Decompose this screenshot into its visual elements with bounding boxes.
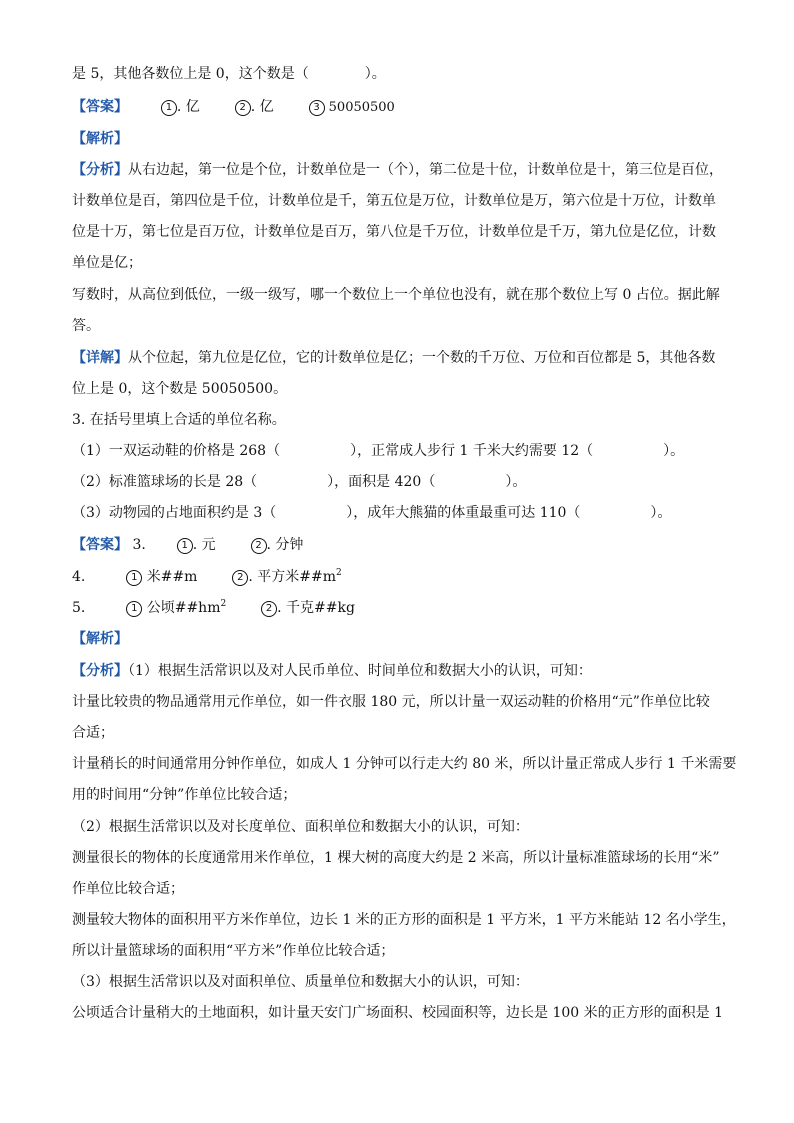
analysis-tag: 【解析】 — [72, 631, 128, 647]
q2-stem-tail: 是 5，其他各数位上是 0，这个数是（ ）。 — [72, 66, 386, 82]
circled-number-2: 2 — [261, 601, 277, 617]
q3-fenxi-line: 合适； — [72, 725, 114, 741]
q3-fenxi-line: （3）根据生活常识以及对面积单位、质量单位和数据大小的认识，可知： — [72, 974, 529, 990]
q3-fenxi-line: 作单位比较合适； — [72, 881, 184, 897]
q2-fenxi-line: 计数单位是百，第四位是千位，计数单位是千，第五位是万位，计数单位是万，第六位是十万位，计数单 — [72, 193, 716, 209]
q3-fenxi-line: 公顷适合计量稍大的土地面积，如计量天安门广场面积、校园面积等，边长是 100 米的正方形的面积是 1 — [72, 1005, 723, 1021]
circled-number-1: 1 — [126, 601, 142, 617]
answer-tag: 【答案】 — [72, 99, 128, 115]
q3-fenxi-line: 计量比较贵的物品通常用元作单位，如一件衣服 180 元，所以计量一双运动鞋的价格用“元”作单位比较 — [72, 694, 710, 710]
q3-fenxi-line: 用的时间用“分钟”作单位比较合适； — [72, 787, 297, 803]
xiangjie-tag: 【详解】 — [72, 350, 128, 366]
circled-number-2: 2 — [251, 538, 267, 554]
q3-fenxi-line: （2）根据生活常识以及对长度单位、面积单位和数据大小的认识，可知： — [72, 819, 529, 835]
answer-text: . 亿 — [176, 99, 200, 115]
q3-item: （1）一双运动鞋的价格是 268（ ），正常成人步行 1 千米大约需要 12（ ）。 — [72, 443, 685, 459]
circled-number-1: 1 — [126, 570, 142, 586]
circled-number-1: 1 — [161, 100, 177, 116]
circled-number-2: 2 — [235, 100, 251, 116]
answer-text: 50050500 — [324, 100, 395, 115]
superscript: 2 — [220, 599, 227, 609]
q2-xiangjie-line: 位上是 0，这个数是 50050500。 — [72, 381, 288, 397]
q3-fenxi-line: 测量很长的物体的长度通常用米作单位，1 棵大树的高度大约是 2 米高，所以计量标准篮球场的长用“米” — [72, 850, 720, 866]
q3-item: （3）动物园的占地面积约是 3（ ），成年大熊猫的体重最重可达 110（ ）。 — [72, 505, 672, 521]
q2-fenxi-line: 写数时，从高位到低位，一级一级写，哪一个数位上一个单位也没有，就在那个数位上写 0 占位。据此解 — [72, 287, 720, 303]
answer-tag: 【答案】 — [72, 537, 128, 553]
superscript: 2 — [336, 568, 342, 578]
answer-text: . 亿 — [250, 99, 274, 115]
q3-title: 3. 在括号里填上合适的单位名称。 — [72, 412, 286, 428]
q2-answer-line — [72, 97, 395, 118]
q3-fenxi-line: 测量较大物体的面积用平方米作单位，边长 1 米的正方形的面积是 1 平方米，1 平方米能站 12 名小学生， — [72, 912, 736, 928]
circled-number-1: 1 — [177, 538, 193, 554]
q2-fenxi-line: 位是十万，第七位是百万位，计数单位是百万，第八位是千万位，计数单位是千万，第九位是亿位，计数 — [72, 224, 716, 240]
q2-xiangjie-line: 【详解】从个位起，第九位是亿位，它的计数单位是亿；一个数的千万位、万位和百位都是 5，其他各数 — [72, 350, 716, 366]
q2-fenxi-line: 【分析】从右边起，第一位是个位，计数单位是一（个），第二位是十位，计数单位是十，第三位是百位， — [72, 162, 723, 178]
q3-fenxi-line: 所以计量篮球场的面积用“平方米”作单位比较合适； — [72, 943, 395, 959]
q3-item: （2）标准篮球场的长是 28（ ），面积是 420（ ）。 — [72, 474, 527, 490]
q3-fenxi-line: 【分析】（1）根据生活常识以及对人民币单位、时间单位和数据大小的认识，可知： — [72, 663, 592, 679]
q2-fenxi-line: 答。 — [72, 318, 100, 334]
q4-answer-line: 4. 1 米##m 2 . 平方米$\#\#m^2$ — [72, 568, 342, 585]
q3-answer-line: 【答案】 3. 1 . 元 2 . 分钟 — [72, 537, 304, 553]
circled-number-3: 3 — [309, 100, 325, 116]
q5-answer-line: 5. 1 公顷$\#\#hm^2$ 2 . 千克##kg — [72, 599, 355, 616]
q2-fenxi-line: 单位是亿； — [72, 255, 142, 271]
circled-number-2: 2 — [232, 570, 248, 586]
fenxi-tag: 【分析】 — [72, 663, 128, 679]
q3-fenxi-line: 计量稍长的时间通常用分钟作单位，如成人 1 分钟可以行走大约 80 米，所以计量正常成人步行 1 千米需要 — [72, 756, 737, 772]
analysis-tag: 【解析】 — [72, 131, 128, 147]
fenxi-tag: 【分析】 — [72, 162, 128, 178]
